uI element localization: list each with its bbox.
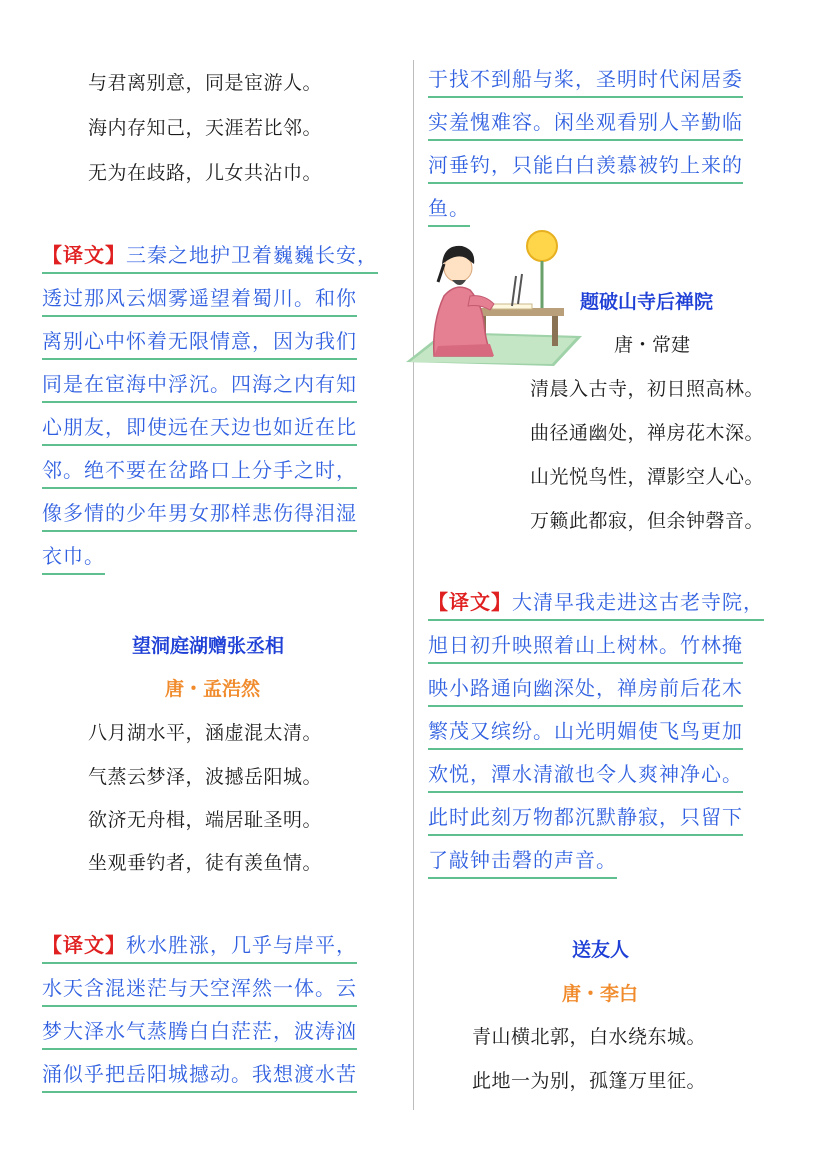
poem-line: 无为在歧路，儿女共沾巾。 bbox=[88, 162, 323, 184]
translation-line: 鱼。 bbox=[428, 193, 470, 227]
translation-label: 【译文】 bbox=[42, 933, 126, 957]
poem-line: 气蒸云梦泽，波撼岳阳城。 bbox=[88, 766, 323, 788]
translation-line: 透过那风云烟雾遥望着蜀川。和你 bbox=[42, 283, 357, 317]
translation-line: 河垂钓，只能白白羡慕被钓上来的 bbox=[428, 150, 743, 184]
translation-line: 繁茂又缤纷。山光明媚使飞鸟更加 bbox=[428, 716, 743, 750]
column-divider bbox=[413, 60, 414, 1110]
translation-line: 旭日初升映照着山上树林。竹林掩 bbox=[428, 630, 743, 664]
poem-line: 海内存知己，天涯若比邻。 bbox=[88, 117, 323, 139]
poem-title: 望洞庭湖赠张丞相 bbox=[132, 635, 285, 657]
translation-line: 了敲钟击磬的声音。 bbox=[428, 845, 617, 879]
translation-line: 离别心中怀着无限情意，因为我们 bbox=[42, 326, 357, 360]
poem-author: 唐・常建 bbox=[614, 334, 691, 356]
poem-line: 青山横北郭，白水绕东城。 bbox=[472, 1026, 707, 1048]
poem-line: 坐观垂钓者，徒有羡鱼情。 bbox=[88, 852, 323, 874]
translation-line: 像多情的少年男女那样悲伤得泪湿 bbox=[42, 498, 357, 532]
poem-line: 八月湖水平，涵虚混太清。 bbox=[88, 722, 323, 744]
poem-line: 与君离别意，同是宦游人。 bbox=[88, 72, 323, 94]
poem-line: 欲济无舟楫，端居耻圣明。 bbox=[88, 809, 323, 831]
translation-line: 梦大泽水气蒸腾白白茫茫，波涛汹 bbox=[42, 1016, 357, 1050]
poem-line: 此地一为别，孤篷万里征。 bbox=[472, 1070, 707, 1092]
poem-title: 题破山寺后禅院 bbox=[580, 291, 714, 313]
translation-line: 欢悦，潭水清澈也令人爽神净心。 bbox=[428, 759, 743, 793]
poem-line: 曲径通幽处，禅房花木深。 bbox=[530, 422, 765, 444]
translation-line: 实羞愧难容。闲坐观看别人辛勤临 bbox=[428, 107, 743, 141]
translation-line: 于找不到船与桨，圣明时代闲居委 bbox=[428, 64, 743, 98]
translation-line: 此时此刻万物都沉默静寂，只留下 bbox=[428, 802, 743, 836]
translation-line bbox=[428, 587, 764, 621]
translation-line: 心朋友，即使远在天边也如近在比 bbox=[42, 412, 357, 446]
poem-title: 送友人 bbox=[572, 939, 630, 961]
translation-text: 大清早我走进这古老寺院， bbox=[512, 590, 764, 614]
translation-label: 【译文】 bbox=[42, 243, 126, 267]
translation-line: 邻。绝不要在岔路口上分手之时， bbox=[42, 455, 357, 489]
scholar-writing-illustration bbox=[404, 224, 584, 369]
translation-label: 【译文】 bbox=[428, 590, 512, 614]
poem-line: 清晨入古寺，初日照高林。 bbox=[530, 378, 765, 400]
poem-line: 万籁此都寂，但余钟磬音。 bbox=[530, 510, 765, 532]
translation-line: 映小路通向幽深处，禅房前后花木 bbox=[428, 673, 743, 707]
translation-line bbox=[42, 240, 378, 274]
translation-line: 衣巾。 bbox=[42, 541, 105, 575]
translation-text: 秋水胜涨，几乎与岸平， bbox=[126, 933, 357, 957]
translation-text: 三秦之地护卫着巍巍长安， bbox=[126, 243, 378, 267]
translation-line: 水天含混迷茫与天空浑然一体。云 bbox=[42, 973, 357, 1007]
poem-author: 唐・孟浩然 bbox=[165, 678, 261, 700]
translation-line: 涌似乎把岳阳城撼动。我想渡水苦 bbox=[42, 1059, 357, 1093]
translation-line bbox=[42, 930, 357, 964]
poem-line: 山光悦鸟性，潭影空人心。 bbox=[530, 466, 765, 488]
translation-line: 同是在宦海中浮沉。四海之内有知 bbox=[42, 369, 357, 403]
poem-author: 唐・李白 bbox=[562, 983, 639, 1005]
